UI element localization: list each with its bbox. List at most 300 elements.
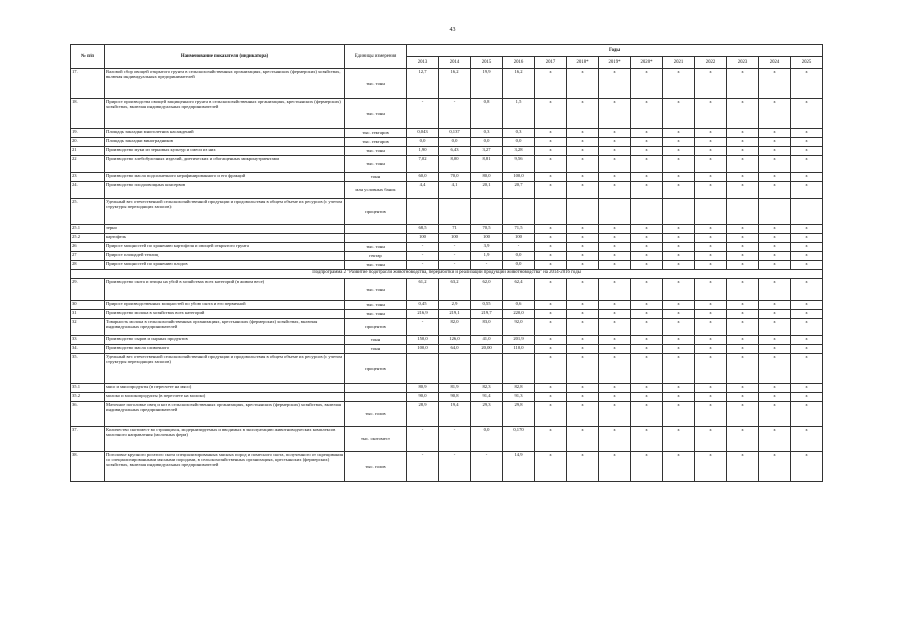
- value-cell-mark: х: [599, 402, 631, 427]
- header-year: 2022: [695, 57, 727, 69]
- value-cell-mark: х: [631, 402, 663, 427]
- value-cell-mark: х: [791, 301, 823, 310]
- value-cell: 61,2: [407, 279, 439, 301]
- value-cell: 1,5: [503, 99, 535, 129]
- value-cell-mark: х: [535, 301, 567, 310]
- value-cell-mark: х: [567, 402, 599, 427]
- value-cell: 20,7: [503, 182, 535, 199]
- value-cell: 20,1: [471, 182, 503, 199]
- value-cell-mark: х: [695, 345, 727, 354]
- value-cell: 80,0: [471, 173, 503, 182]
- value-cell-mark: х: [759, 452, 791, 482]
- value-cell-mark: х: [567, 301, 599, 310]
- value-cell: -: [471, 261, 503, 270]
- table-row: [71, 182, 823, 199]
- value-cell-mark: х: [631, 261, 663, 270]
- value-cell: 28,9: [407, 402, 439, 427]
- value-cell: -: [407, 427, 439, 452]
- value-cell-mark: х: [535, 336, 567, 345]
- value-cell-mark: х: [567, 243, 599, 252]
- value-cell-mark: х: [695, 427, 727, 452]
- value-cell-mark: х: [695, 243, 727, 252]
- value-cell-mark: х: [759, 427, 791, 452]
- value-cell: 126,0: [439, 336, 471, 345]
- table-row: [71, 69, 823, 99]
- value-cell-mark: х: [791, 225, 823, 234]
- value-cell-mark: х: [727, 345, 759, 354]
- value-cell: 90,8: [439, 393, 471, 402]
- value-cell-mark: х: [663, 279, 695, 301]
- unit-cell: [345, 384, 407, 393]
- value-cell-mark: х: [695, 452, 727, 482]
- value-cell-mark: х: [727, 147, 759, 156]
- value-cell: -: [407, 452, 439, 482]
- value-cell-mark: х: [663, 402, 695, 427]
- value-cell-mark: х: [631, 173, 663, 182]
- value-cell-mark: х: [599, 156, 631, 173]
- value-cell-mark: х: [535, 129, 567, 138]
- value-cell-mark: х: [631, 384, 663, 393]
- value-cell-mark: х: [535, 156, 567, 173]
- value-cell: 0,0: [503, 252, 535, 261]
- value-cell-mark: х: [567, 156, 599, 173]
- value-cell-mark: х: [567, 336, 599, 345]
- value-cell-mark: х: [727, 301, 759, 310]
- value-cell-mark: х: [663, 225, 695, 234]
- value-cell: 81,9: [439, 384, 471, 393]
- value-cell-mark: х: [663, 301, 695, 310]
- row-number: 29.: [71, 279, 105, 301]
- value-cell-mark: х: [535, 384, 567, 393]
- value-cell-mark: х: [567, 319, 599, 336]
- indicator-name: Производство молока в хозяйствах всех категорий: [105, 310, 345, 319]
- value-cell-mark: х: [759, 402, 791, 427]
- unit-cell: процентов: [345, 319, 407, 336]
- value-cell: 71,5: [503, 225, 535, 234]
- header-year: 2015: [471, 57, 503, 69]
- value-cell-mark: х: [567, 310, 599, 319]
- row-number: 35.2: [71, 393, 105, 402]
- value-cell-mark: [759, 199, 791, 225]
- indicator-name: Поголовье крупного рогатого скота специализированных мясных пород и помесного скота, полученного от скрещивания со специализированными мясными породами, в сельскохозяйственных организациях, крестьянских (фермерских) хозяйствах, включая индивидуальных предпринимателей: [105, 452, 345, 482]
- value-cell: 0,3: [471, 129, 503, 138]
- value-cell-mark: х: [567, 252, 599, 261]
- value-cell-mark: х: [567, 182, 599, 199]
- value-cell-mark: х: [759, 147, 791, 156]
- value-cell: 2,9: [439, 301, 471, 310]
- value-cell-mark: х: [759, 252, 791, 261]
- value-cell: 100: [407, 234, 439, 243]
- value-cell-mark: х: [791, 138, 823, 147]
- value-cell: 0,0: [407, 138, 439, 147]
- value-cell: [503, 354, 535, 384]
- value-cell-mark: х: [631, 452, 663, 482]
- value-cell-mark: х: [791, 384, 823, 393]
- value-cell-mark: х: [599, 319, 631, 336]
- indicator-name: Производство масла сливочного: [105, 345, 345, 354]
- table-row: [71, 138, 823, 147]
- value-cell-mark: х: [727, 336, 759, 345]
- indicator-name: Производство муки из зерновых культур и смеси из них: [105, 147, 345, 156]
- value-cell-mark: х: [631, 354, 663, 384]
- value-cell: 82,0: [439, 319, 471, 336]
- value-cell-mark: х: [727, 99, 759, 129]
- value-cell-mark: [631, 199, 663, 225]
- value-cell: 201,9: [503, 336, 535, 345]
- value-cell-mark: х: [535, 138, 567, 147]
- unit-cell: тыс. скотомест: [345, 427, 407, 452]
- value-cell-mark: х: [727, 234, 759, 243]
- value-cell-mark: х: [599, 393, 631, 402]
- indicator-name: Прирост площадей теплиц: [105, 252, 345, 261]
- value-cell-mark: х: [599, 301, 631, 310]
- value-cell: 100: [471, 234, 503, 243]
- value-cell: 0,8: [471, 99, 503, 129]
- value-cell: 60,0: [407, 173, 439, 182]
- value-cell-mark: х: [631, 138, 663, 147]
- unit-cell: тыс. тонн: [345, 279, 407, 301]
- value-cell-mark: х: [791, 354, 823, 384]
- value-cell: -: [439, 252, 471, 261]
- value-cell: 0,0: [503, 261, 535, 270]
- value-cell: 110,0: [503, 345, 535, 354]
- table-row: [71, 261, 823, 270]
- value-cell: 9,56: [503, 156, 535, 173]
- row-number: 20.: [71, 138, 105, 147]
- header-year: 2020*: [631, 57, 663, 69]
- value-cell-mark: х: [727, 243, 759, 252]
- value-cell: -: [407, 252, 439, 261]
- value-cell-mark: х: [567, 234, 599, 243]
- value-cell-mark: х: [535, 427, 567, 452]
- value-cell-mark: х: [695, 279, 727, 301]
- value-cell-mark: х: [791, 319, 823, 336]
- header-year: 2013: [407, 57, 439, 69]
- value-cell-mark: х: [727, 393, 759, 402]
- value-cell: 100,0: [407, 345, 439, 354]
- value-cell: 29,8: [503, 402, 535, 427]
- unit-cell: гектар: [345, 252, 407, 261]
- value-cell: 62,0: [471, 279, 503, 301]
- value-cell: 91,3: [503, 393, 535, 402]
- value-cell-mark: х: [663, 354, 695, 384]
- value-cell-mark: х: [663, 384, 695, 393]
- value-cell: 0,6: [503, 301, 535, 310]
- value-cell-mark: х: [631, 182, 663, 199]
- value-cell-mark: х: [759, 173, 791, 182]
- value-cell-mark: х: [695, 252, 727, 261]
- value-cell-mark: х: [759, 138, 791, 147]
- value-cell-mark: х: [535, 69, 567, 99]
- row-number: 27: [71, 252, 105, 261]
- value-cell: 82,8: [503, 384, 535, 393]
- row-number: 36.: [71, 402, 105, 427]
- indicator-name: Удельный вес отечественной сельскохозяйственной продукции и продовольствия в общем объеме их ресурсов (с учетом структуры переходящих запасов):: [105, 199, 345, 225]
- value-cell-mark: х: [535, 225, 567, 234]
- value-cell-mark: х: [791, 156, 823, 173]
- value-cell-mark: х: [567, 393, 599, 402]
- table-body: [71, 69, 823, 482]
- row-number: 35.1: [71, 384, 105, 393]
- row-number: 38.: [71, 452, 105, 482]
- value-cell-mark: х: [695, 225, 727, 234]
- subprogram-title: Подпрограмма 2 "Развитие подотрасли животноводства, переработки и реализации продукции животноводства" на 2014-2016 годы: [71, 270, 823, 279]
- indicator-name: Прирост мощностей по хранению плодов: [105, 261, 345, 270]
- value-cell-mark: х: [695, 156, 727, 173]
- value-cell: 71: [439, 225, 471, 234]
- value-cell-mark: х: [759, 261, 791, 270]
- value-cell-mark: х: [791, 182, 823, 199]
- header-indicator-name: Наименование показателя (индикатора): [105, 45, 345, 69]
- value-cell-mark: х: [759, 354, 791, 384]
- value-cell-mark: х: [727, 427, 759, 452]
- unit-cell: [345, 393, 407, 402]
- value-cell-mark: х: [599, 427, 631, 452]
- table-row: [71, 301, 823, 310]
- value-cell: 0,3: [503, 129, 535, 138]
- indicator-name: Производство сыров и сырных продуктов: [105, 336, 345, 345]
- value-cell-mark: х: [599, 69, 631, 99]
- row-number: 37.: [71, 427, 105, 452]
- unit-cell: тонн: [345, 336, 407, 345]
- value-cell-mark: х: [567, 69, 599, 99]
- value-cell: 16,2: [503, 69, 535, 99]
- value-cell-mark: х: [631, 336, 663, 345]
- unit-cell: тыс. тонн: [345, 243, 407, 252]
- value-cell-mark: [727, 199, 759, 225]
- value-cell-mark: х: [599, 345, 631, 354]
- value-cell-mark: х: [535, 393, 567, 402]
- value-cell-mark: х: [727, 384, 759, 393]
- unit-cell: тыс. голов: [345, 402, 407, 427]
- value-cell-mark: х: [695, 99, 727, 129]
- value-cell-mark: х: [567, 173, 599, 182]
- value-cell-mark: х: [631, 234, 663, 243]
- value-cell: 62,4: [503, 279, 535, 301]
- row-number: 33: [71, 336, 105, 345]
- value-cell: -: [407, 261, 439, 270]
- value-cell-mark: х: [791, 427, 823, 452]
- indicator-name: Прирост производственных мощностей по убою скота и его первичной: [105, 301, 345, 310]
- value-cell-mark: х: [727, 452, 759, 482]
- value-cell-mark: х: [727, 261, 759, 270]
- unit-cell: тыс. голов: [345, 452, 407, 482]
- value-cell-mark: х: [791, 452, 823, 482]
- value-cell: 0,0: [439, 138, 471, 147]
- value-cell-mark: х: [727, 319, 759, 336]
- value-cell-mark: х: [535, 261, 567, 270]
- value-cell: 1,90: [407, 147, 439, 156]
- indicator-name: зерно: [105, 225, 345, 234]
- value-cell-mark: х: [599, 279, 631, 301]
- value-cell-mark: х: [631, 427, 663, 452]
- value-cell: 4,1: [439, 182, 471, 199]
- value-cell-mark: х: [599, 147, 631, 156]
- value-cell: [407, 199, 439, 225]
- value-cell: 6,43: [439, 147, 471, 156]
- row-number: 25.2: [71, 234, 105, 243]
- page-number: 43: [449, 27, 456, 33]
- unit-cell: [345, 225, 407, 234]
- value-cell-mark: х: [663, 69, 695, 99]
- value-cell-mark: х: [567, 345, 599, 354]
- row-number: 21: [71, 147, 105, 156]
- value-cell-mark: х: [727, 129, 759, 138]
- value-cell-mark: х: [535, 234, 567, 243]
- value-cell-mark: х: [695, 261, 727, 270]
- value-cell: 100: [439, 234, 471, 243]
- row-number: 34.: [71, 345, 105, 354]
- value-cell: 0,170: [503, 427, 535, 452]
- unit-cell: тыс. гектаров: [345, 129, 407, 138]
- value-cell-mark: х: [599, 182, 631, 199]
- value-cell: 64,0: [439, 345, 471, 354]
- value-cell-mark: х: [567, 279, 599, 301]
- value-cell-mark: х: [631, 129, 663, 138]
- value-cell: -: [439, 99, 471, 129]
- value-cell-mark: х: [759, 279, 791, 301]
- table-row: [71, 384, 823, 393]
- indicator-name: Прирост производства овощей защищенного грунта в сельскохозяйственных организациях, крестьянских (фермерских) хозяйствах, включая индивидуальных предпринимателей: [105, 99, 345, 129]
- indicator-name: Удельный вес отечественной сельскохозяйственной продукции и продовольствия в общем объеме их ресурсов (с учетом структуры переходящих запасов): [105, 354, 345, 384]
- value-cell: 0,45: [407, 301, 439, 310]
- value-cell-mark: х: [791, 345, 823, 354]
- value-cell: 20,00: [471, 345, 503, 354]
- header-years: Годы: [407, 45, 823, 57]
- value-cell: 92,0: [503, 319, 535, 336]
- value-cell-mark: х: [791, 393, 823, 402]
- value-cell-mark: х: [535, 279, 567, 301]
- value-cell: -: [503, 243, 535, 252]
- value-cell-mark: х: [567, 138, 599, 147]
- value-cell-mark: х: [727, 182, 759, 199]
- value-cell-mark: х: [599, 173, 631, 182]
- value-cell-mark: х: [663, 99, 695, 129]
- header-year: 2016: [503, 57, 535, 69]
- indicator-name: Производство плодоовощных консервов: [105, 182, 345, 199]
- value-cell-mark: х: [695, 182, 727, 199]
- value-cell-mark: х: [631, 393, 663, 402]
- table-row: [71, 336, 823, 345]
- value-cell-mark: х: [663, 173, 695, 182]
- value-cell-mark: х: [791, 279, 823, 301]
- table-row: [71, 147, 823, 156]
- value-cell-mark: х: [535, 452, 567, 482]
- value-cell-mark: х: [727, 310, 759, 319]
- unit-cell: тыс. тонн: [345, 310, 407, 319]
- value-cell: 8,81: [471, 156, 503, 173]
- unit-cell: тонн: [345, 345, 407, 354]
- value-cell: 70,5: [471, 225, 503, 234]
- indicator-name: молоко и молокопродукты (в пересчете на молоко): [105, 393, 345, 402]
- header-year: 2014: [439, 57, 471, 69]
- value-cell-mark: х: [791, 243, 823, 252]
- value-cell-mark: х: [535, 319, 567, 336]
- value-cell: 0,0: [471, 138, 503, 147]
- row-number: 35.: [71, 354, 105, 384]
- row-number: 28: [71, 261, 105, 270]
- value-cell: 19,9: [471, 69, 503, 99]
- row-number: 18.: [71, 99, 105, 129]
- value-cell-mark: х: [663, 138, 695, 147]
- value-cell-mark: х: [535, 182, 567, 199]
- value-cell-mark: х: [631, 345, 663, 354]
- indicator-name: Производство скота и птицы на убой в хозяйствах всех категорий (в живом весе): [105, 279, 345, 301]
- value-cell-mark: х: [631, 69, 663, 99]
- value-cell-mark: х: [695, 310, 727, 319]
- value-cell-mark: х: [695, 173, 727, 182]
- value-cell-mark: х: [599, 234, 631, 243]
- indicator-name: Количество скотомест во строящихся, модернизируемых и вводимых в эксплуатацию животноводческих комплексов молочного направления (молочных ферм): [105, 427, 345, 452]
- value-cell: 29,3: [471, 402, 503, 427]
- row-number: 25.: [71, 199, 105, 225]
- value-cell-mark: х: [759, 319, 791, 336]
- row-number: 26: [71, 243, 105, 252]
- value-cell-mark: х: [535, 252, 567, 261]
- value-cell: 19,4: [439, 402, 471, 427]
- value-cell-mark: х: [759, 393, 791, 402]
- value-cell-mark: х: [535, 99, 567, 129]
- value-cell-mark: х: [663, 147, 695, 156]
- unit-cell: тыс. тонн: [345, 147, 407, 156]
- unit-cell: тыс. тонн: [345, 261, 407, 270]
- value-cell: 16,2: [439, 69, 471, 99]
- header-number: № п/п: [71, 45, 105, 69]
- table-row: [71, 129, 823, 138]
- value-cell-mark: х: [727, 69, 759, 99]
- value-cell-mark: х: [727, 354, 759, 384]
- table-row: [71, 427, 823, 452]
- value-cell-mark: х: [791, 69, 823, 99]
- row-number: 19.: [71, 129, 105, 138]
- value-cell-mark: х: [759, 99, 791, 129]
- value-cell: 14,9: [503, 452, 535, 482]
- value-cell-mark: х: [695, 384, 727, 393]
- value-cell-mark: х: [727, 279, 759, 301]
- value-cell-mark: х: [631, 225, 663, 234]
- value-cell-mark: х: [759, 384, 791, 393]
- unit-cell: процентов: [345, 199, 407, 225]
- header-year: 2018*: [567, 57, 599, 69]
- value-cell-mark: х: [567, 384, 599, 393]
- value-cell-mark: х: [663, 393, 695, 402]
- table-row: [71, 452, 823, 482]
- value-cell-mark: х: [599, 99, 631, 129]
- value-cell: 216,9: [407, 310, 439, 319]
- row-number: 25.1: [71, 225, 105, 234]
- value-cell: 63,2: [439, 279, 471, 301]
- row-number: 24.: [71, 182, 105, 199]
- header-year: 2019*: [599, 57, 631, 69]
- value-cell-mark: х: [599, 261, 631, 270]
- unit-cell: тыс. тонн: [345, 69, 407, 99]
- value-cell-mark: х: [631, 310, 663, 319]
- value-cell-mark: х: [663, 452, 695, 482]
- value-cell: [407, 354, 439, 384]
- value-cell-mark: х: [567, 261, 599, 270]
- value-cell-mark: х: [663, 156, 695, 173]
- value-cell-mark: х: [599, 452, 631, 482]
- value-cell-mark: х: [631, 252, 663, 261]
- value-cell-mark: х: [791, 261, 823, 270]
- value-cell: 91,4: [471, 393, 503, 402]
- indicator-name: Валовой сбор овощей открытого грунта в сельскохозяйственных организациях, крестьянских (фермерских) хозяйствах, включая индивидуальных предпринимателей: [105, 69, 345, 99]
- value-cell-mark: х: [599, 129, 631, 138]
- value-cell-mark: х: [631, 243, 663, 252]
- indicator-name: Площадь закладки многолетних насаждений: [105, 129, 345, 138]
- unit-cell: процентов: [345, 354, 407, 384]
- value-cell: 220,0: [503, 310, 535, 319]
